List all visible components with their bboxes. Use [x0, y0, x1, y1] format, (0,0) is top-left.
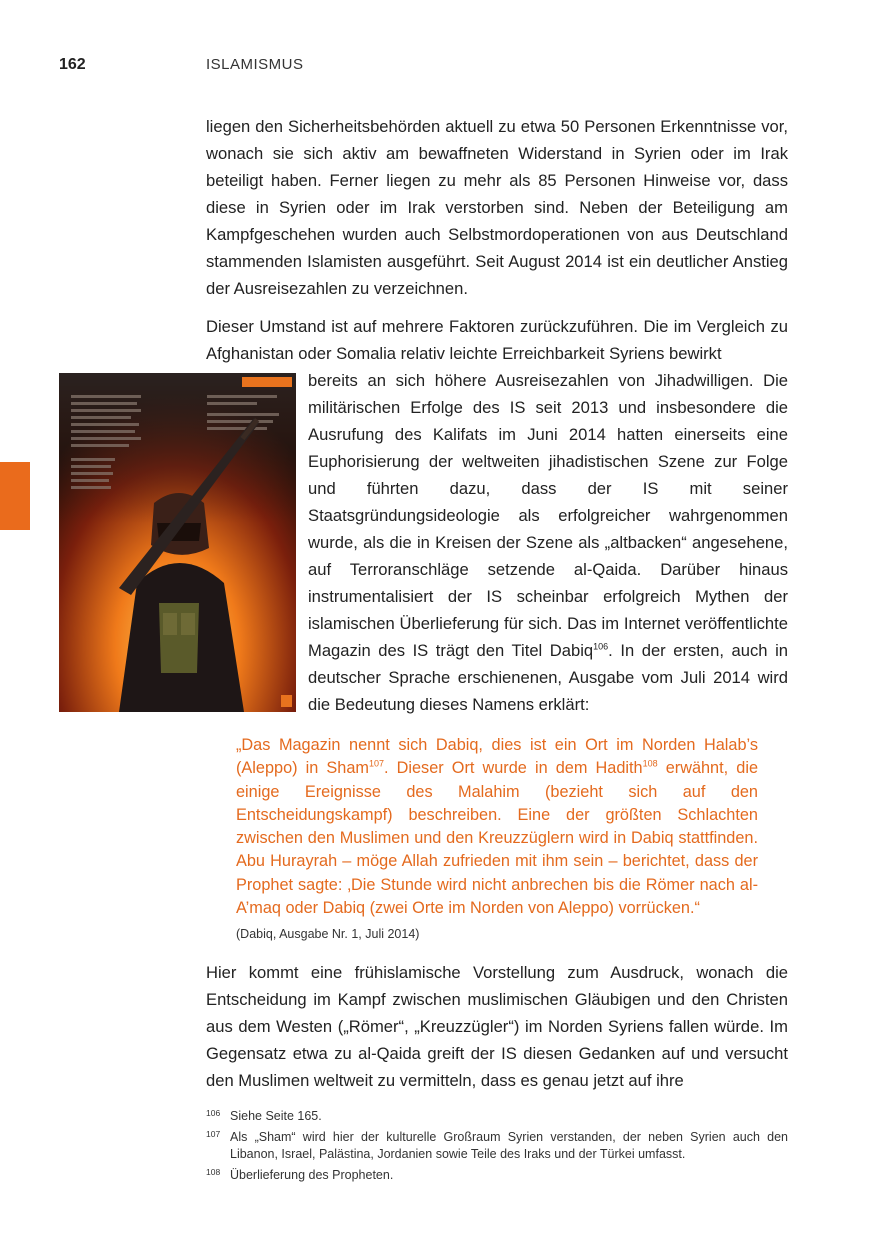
footnote-text: Überlieferung des Propheten.	[230, 1168, 394, 1182]
paragraph-3: Hier kommt eine frühislamische Vorstellung zum Ausdruck, wonach die Entscheidung im Kampf zwischen muslimischen Gläubigen und den Christen aus dem Westen („Römer“, „Kreuzzügler“) im Norden Syriens fallen würde. Im Gegensatz etwa zu al-Qaida greift der IS diesen Gedanken auf und versucht den Muslimen weltweit zu vermitteln, dass es genau jetzt auf ihre	[206, 963, 788, 1090]
paragraph-2-line-1: Dieser Umstand ist auf mehrere Faktoren zurückzuführen. Die im Vergleich zu Afghanistan oder Somalia relativ leichte Erreichbarkeit Syriens bewirkt	[206, 317, 788, 363]
footnote-106	[206, 1108, 788, 1125]
footnote-number: 106	[206, 1108, 221, 1118]
paragraph-1: liegen den Sicherheitsbehörden aktuell zu etwa 50 Personen Erkenntnisse vor, wonach sie sich aktiv am bewaffneten Widerstand in Syrien oder im Irak beteiligt haben. Ferner liegen zu mehr als 85 Personen Hinweise vor, dass diese in Syrien oder im Irak verstorben sind. Neben der Beteiligung am Kampfgeschehen wurden auch Selbstmordoperationen von aus Deutschland stammenden Islamisten ausgeführt. Seit August 2014 ist ein deutlicher Anstieg der Ausreisezahlen zu verzeichnen.	[206, 117, 788, 298]
paragraph-2-text-b: . In der ersten, auch in deutscher Sprache erschienenen, Ausgabe vom Juli 2014 wird die Bedeutung dieses Namens erklärt:	[308, 641, 788, 714]
footnotes	[206, 1108, 788, 1188]
paragraph-2-text-a: bereits an sich höhere Ausreisezahlen von Jihadwilligen. Die militärischen Erfolge des IS seit 2013 und insbesondere die Ausrufung des Kalifats im Juni 2014 hatten einerseits eine Euphorisierung der weltweiten jihadistischen Szene zur Folge und führten dazu, dass der IS mit seiner Staatsgründungsideologie als erfolgreicher wahrgenommen wurde, als die in Kreisen der Szene als „altbacken“ angesehene, auf Terroranschläge setzende al-Qaida. Darüber hinaus instrumentalisiert der IS scheinbar erfolgreich Mythen der islamischen Überlieferung für sich. Das im Internet veröffentlichte Magazin des IS trägt den Titel Dabiq	[308, 371, 788, 660]
footnote-ref-107[interactable]: 107	[368, 758, 384, 769]
quote-part-2: . Dieser Ort wurde in dem Hadith	[384, 759, 643, 778]
footnote-107	[206, 1129, 788, 1163]
dabiq-quote	[236, 734, 758, 920]
quote-source: (Dabiq, Ausgabe Nr. 1, Juli 2014)	[236, 927, 420, 941]
footnote-number: 107	[206, 1129, 221, 1139]
footnote-ref-106[interactable]: 106	[593, 641, 609, 652]
footnote-108	[206, 1167, 788, 1184]
footnote-text: Als „Sham“ wird hier der kulturelle Großraum Syrien verstanden, der neben Syrien auch den Libanon, Israel, Palästina, Jordanien sowie Teile des Iraks und der Türkei umfasst.	[230, 1130, 788, 1161]
chapter-tab-marker	[0, 462, 30, 530]
quote-part-3: erwähnt, die einige Ereignisse des Malahim (bezieht sich auf den Entscheidungskampf) beschreiben. Eine der größten Schlachten zwischen den Muslimen und den Kreuzzüglern wird in Dabiq stattfinden. Abu Hurayrah – möge Allah zufrieden mit ihm sein – berichtet, dass der Prophet sagte: ‚Die Stunde wird nicht anbrechen bis die Römer nach al-A’maq oder Dabiq (zwei Orte im Norden von Aleppo) vorrücken.“	[236, 759, 758, 918]
footnote-ref-108[interactable]: 108	[642, 758, 658, 769]
footnote-number: 108	[206, 1167, 221, 1177]
quote-part-1: „Das Magazin nennt sich Dabiq, dies ist ein Ort im Norden Halab’s (Aleppo) in Sham	[236, 736, 758, 778]
dabiq-magazine-cover-image	[59, 373, 296, 712]
section-title: ISLAMISMUS	[206, 56, 304, 73]
page-number: 162	[59, 56, 86, 73]
footnote-text: Siehe Seite 165.	[230, 1109, 322, 1123]
